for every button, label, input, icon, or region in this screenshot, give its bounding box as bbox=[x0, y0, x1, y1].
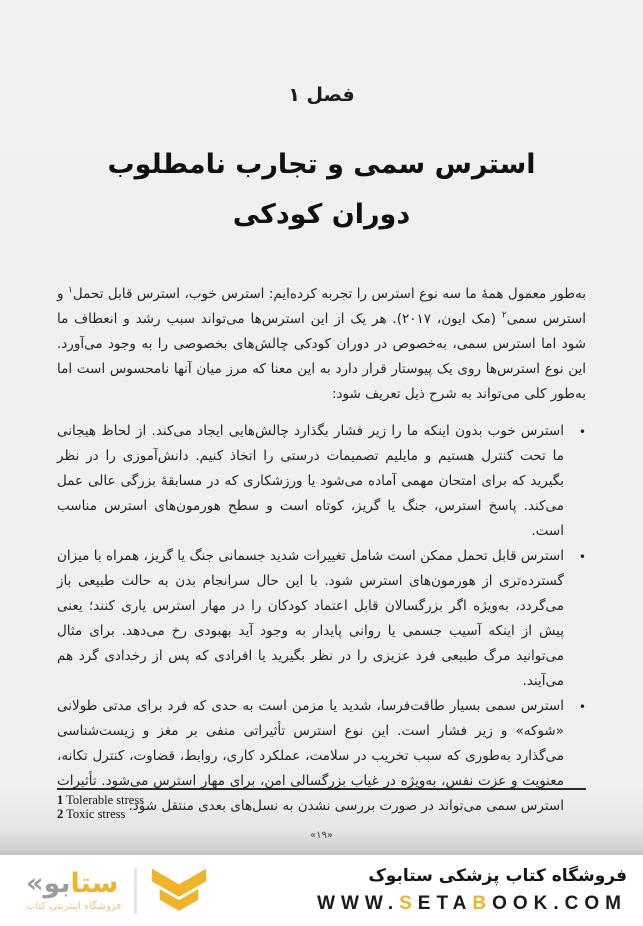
page-title-line1: استرس سمی و تجارب نامطلوب bbox=[107, 149, 536, 180]
url-part: ETA bbox=[417, 893, 473, 914]
store-name: فروشگاه کتاب پزشکی ستابوک bbox=[368, 866, 627, 886]
footnote-separator bbox=[57, 788, 586, 790]
footnote-marker-2: ۲ bbox=[501, 310, 507, 321]
bullet-text-toxic-stress: استرس سمی بسیار طاقت‌فرسا، شدید یا مزمن است به حدی که فرد برای مدتی طولانی «شوکه» و زیر فشار است. این نوع استرس تأثیراتی منفی بر مغز و زیست‌شناسی می‌گذارد به‌طوری که سبب تخریب در سلامت، عملکرد کاری، روابط، قضاوت، کنترل تکانه، معنویت و عزت نفس، به‌ویژه در غیاب بزرگسالی امن، برای مهار استرس می‌شود. تأثیرات استرس سمی می‌تواند در صورت بررسی نشدن به نسل‌های بعدی منتقل شود. bbox=[57, 698, 564, 814]
footnote-number: 1 bbox=[57, 793, 64, 807]
url-highlight-s: S bbox=[399, 893, 418, 914]
footnotes bbox=[57, 793, 586, 821]
footnote-text: Tolerable stress bbox=[66, 793, 145, 807]
intro-part1: به‌طور معمول همهٔ ما سه نوع استرس را تجربه کرده‌ایم: استرس خوب، استرس قابل تحمل bbox=[72, 286, 586, 302]
logo-divider bbox=[134, 868, 137, 914]
page-footer-area bbox=[57, 788, 586, 841]
footnote-1 bbox=[57, 793, 586, 807]
footnote-number: 2 bbox=[57, 807, 64, 821]
intro-part3: (مک ایون، ۲۰۱۷). هر یک از این استرس‌ها می‌تواند سبب رشد و انعطاف ما شود اما استرس سمی، به‌خصوص در دوران کودکی چالش‌های بخصوصی را به وجود می‌آورد. این نوع استرس‌ها روی یک پیوستار قرار دارد به این معنا که مرز میان آنها نامحسوس است اما به‌طور کلی می‌تواند به شرح ذیل تعریف شود: bbox=[57, 311, 586, 402]
footnote-2 bbox=[57, 807, 586, 821]
logo-wordmark-gray: بو bbox=[43, 868, 71, 899]
stress-types-list bbox=[57, 419, 586, 819]
bullet-icon: • bbox=[578, 700, 586, 714]
url-part: WWW. bbox=[317, 893, 400, 914]
chapter-heading: فصل ۱ bbox=[288, 84, 355, 106]
page-number: «۱۹» bbox=[310, 830, 333, 841]
footnote-text: Toxic stress bbox=[66, 807, 126, 821]
body-text bbox=[57, 282, 586, 819]
logo-wordmark bbox=[26, 869, 121, 899]
setabook-logo bbox=[26, 865, 208, 917]
page-title bbox=[0, 140, 643, 240]
bullet-text-tolerable-stress: استرس قابل تحمل ممکن است شامل تغییرات شدید جسمانی جنگ یا گریز، همراه با میزان گسترده‌تری از هورمون‌های استرس شود. با این حال سرانجام بدن به حالت طبیعی باز می‌گردد، به‌ویژه اگر بزرگسالان قابل اعتماد کودکان را در مهار استرس یاری کنند؛ یعنی پیش از اینکه آسیب جسمی یا روانی پایدار به وجود آید بهبودی رخ می‌دهد. برای مثال می‌توانید مرگ طبیعی فرد عزیزی را در نظر بگیرید یا افرادی که پس از رخدادی گرد هم می‌آیند. bbox=[57, 548, 564, 689]
page-title-line2: دوران کودکی bbox=[232, 199, 411, 230]
footnote-marker-1: ۱ bbox=[68, 285, 73, 296]
site-url bbox=[317, 893, 627, 915]
list-item bbox=[57, 419, 586, 544]
intro-part2: و استرس سمی bbox=[57, 286, 586, 327]
logo-subtitle: فروشگاه اینترنتی کتاب bbox=[26, 901, 122, 912]
footer-bar bbox=[0, 855, 643, 926]
url-part: OOK.COM bbox=[492, 893, 627, 914]
url-highlight-b: B bbox=[472, 893, 493, 914]
logo-wordmark-block bbox=[26, 869, 121, 912]
list-item bbox=[57, 544, 586, 694]
bullet-icon: • bbox=[578, 425, 586, 439]
logo-wordmark-yellow: ستا bbox=[70, 868, 119, 899]
intro-paragraph bbox=[57, 282, 586, 407]
bullet-text-good-stress: استرس خوب بدون اینکه ما را زیر فشار بگذارد چالش‌هایی ایجاد می‌کند. از لحاظ هیجانی ما تحت کنترل هستیم و مایلیم تصمیمات درستی را اتخاذ کنیم. دانش‌آموزی را در نظر بگیرید که برای امتحان مهمی آماده می‌شود یا ورزشکاری که در مسابقهٔ بزرگی عالی عمل می‌کند. پاسخ استرس، جنگ یا گریز، کوتاه است و سطح هورمون‌های استرس مناسب است. bbox=[57, 423, 564, 539]
chevrons-icon bbox=[150, 865, 208, 917]
logo-guillemet: « bbox=[26, 868, 44, 899]
bullet-icon: • bbox=[578, 550, 586, 564]
brand-text bbox=[317, 866, 627, 915]
